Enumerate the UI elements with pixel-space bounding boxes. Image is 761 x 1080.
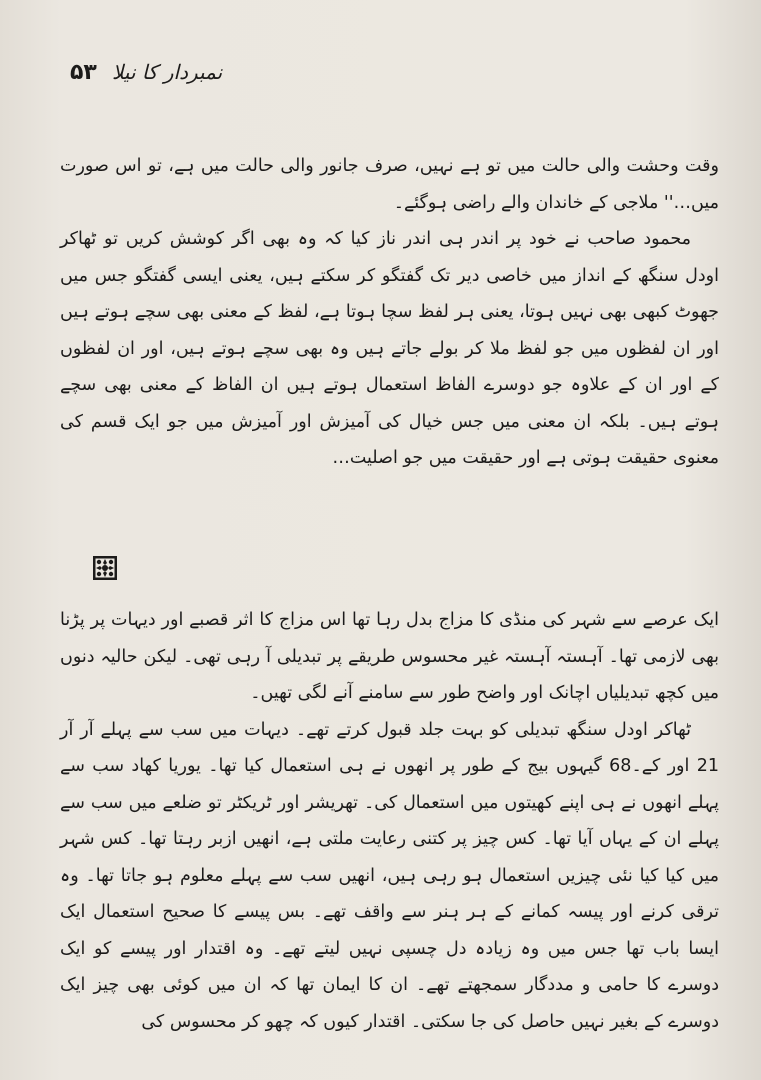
paragraph: محمود صاحب نے خود پر اندر ہی اندر ناز کیا کہ وہ بھی اگر کوشش کریں تو ٹھاکر اودل سنگھ کے انداز میں خاصی دیر تک گفتگو کر سکتے ہیں، یعنی ایسی گفتگو جس میں جھوٹ کبھی بھی نہیں ہوتا، یعنی ہر لفظ سچا ہوتا ہے، لفظ کے معنی بھی سچے ہوتے ہیں اور ان لفظوں میں جو لفظ ملا کر بولے جاتے ہیں وہ بھی سچے ہوتے ہیں، اور ان لفظوں کے اور ان کے علاوہ جو دوسرے الفاظ استعمال ہوتے ہیں ان الفاظ کے معنی بھی سچے ہوتے ہیں۔ بلکہ ان معنی میں جس خیال کی آمیزش اور آمیزش میں جو ایک قسم کی معنوی حقیقت ہوتی ہے اور حقیقت میں جو اصلیت… <box>60 229 719 468</box>
page-number: ۵۳ <box>70 60 97 85</box>
section-break-ornament-icon <box>92 555 118 581</box>
section-2-text <box>60 602 719 1040</box>
paragraph: ایک عرصے سے شہر کی منڈی کا مزاج بدل رہا تھا اس مزاج کا اثر قصبے اور دیہات پر پڑنا بھی لازمی تھا۔ آہستہ آہستہ غیر محسوس طریقے پر تبدیلی آ رہی تھی۔ لیکن حالیہ دنوں میں کچھ تبدیلیاں اچانک اور واضح طور سے سامنے آنے لگی تھیں۔ <box>60 610 719 703</box>
running-title: نمبردار کا نیلا <box>112 60 223 84</box>
page-header <box>70 56 710 96</box>
section-1-text <box>60 148 719 477</box>
paragraph: وقت وحشت والی حالت میں تو ہے نہیں، صرف جانور والی حالت میں ہے، تو اس صورت میں…'' ملاجی کے خاندان والے راضی ہوگئے۔ <box>60 156 719 213</box>
paragraph: ٹھاکر اودل سنگھ تبدیلی کو بہت جلد قبول کرتے تھے۔ دیہات میں سب سے پہلے آر آر 21 اور کے۔68 گیہوں بیج کے طور پر انھوں نے ہی استعمال کیا تھا۔ یوریا کھاد سب سے پہلے انھوں نے ہی اپنے کھیتوں میں استعمال کی۔ تھریشر اور ٹریکٹر تو ضلعے میں سب سے پہلے ان کے یہاں آیا تھا۔ کس چیز پر کتنی رعایت ملتی ہے، انھیں ازبر رہتا تھا۔ کس شہر میں کیا کیا نئی چیزیں استعمال ہو رہی ہیں، انھیں سب سے پہلے معلوم ہو جاتا تھا۔ وہ ترقی کرنے اور پیسہ کمانے کے ہر ہنر سے واقف تھے۔ بس پیسے کا صحیح استعمال ایک ایسا باب تھا جس میں وہ زیادہ دل چسپی نہیں لیتے تھے۔ وہ اقتدار اور پیسے کو ایک دوسرے کا حامی و مددگار سمجھتے تھے۔ ان کا ایمان تھا کہ ان میں کوئی بھی چیز ایک دوسرے کے بغیر نہیں حاصل کی جا سکتی۔ اقتدار کیوں کہ چھو کر محسوس کی <box>60 719 719 1032</box>
